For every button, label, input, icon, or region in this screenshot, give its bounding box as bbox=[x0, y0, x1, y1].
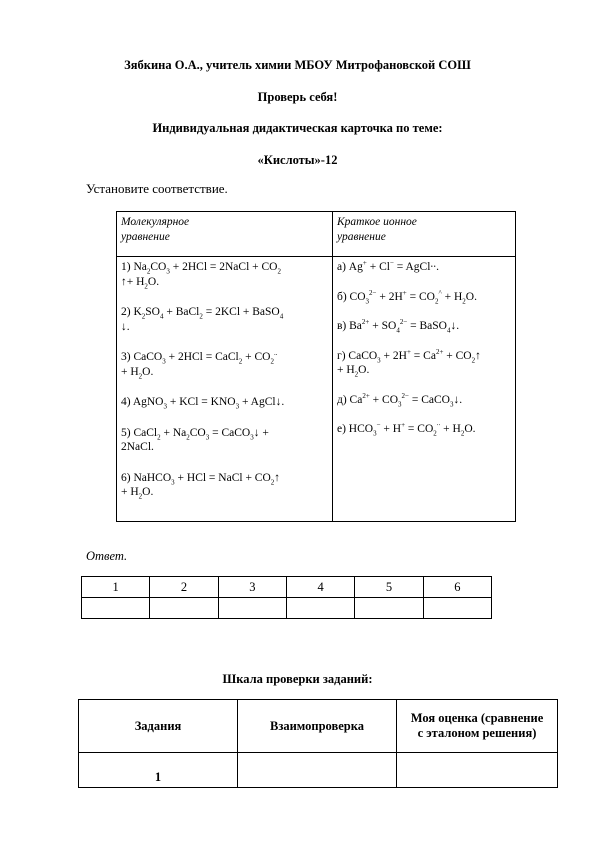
molecular-equation-1: 1) $Na_2CO_3 + 2HCl$ = 2NaCl + $CO_2$ ↑+ $H_2O$. bbox=[121, 261, 281, 290]
ionic-equation-b: б) $CO_3^{2-} + 2H^+ = CO_2^{\^{}} + H_2O$. bbox=[337, 288, 477, 305]
molecular-equation-4: 4) AgNO$_3$ + KCl = $KNO_3$ + AgCl↓. bbox=[121, 396, 285, 411]
molecular-equation-2: 2) $K_2SO_4$ + BaCl$_2$ = 2KCl + BaSO$_4$ ↓. bbox=[121, 306, 284, 333]
answer-number: 2 bbox=[150, 577, 218, 598]
molecular-header-line1: Молекулярное bbox=[121, 216, 190, 228]
answer-cell[interactable] bbox=[423, 598, 491, 619]
ionic-header bbox=[333, 212, 516, 257]
scale-peer-check-header: Взаимопроверка bbox=[238, 700, 397, 753]
ionic-equation-d: д) $Ca^{2+} + CO_3^{2-}$ = CaCO$_3$↓. bbox=[337, 391, 463, 408]
scale-self-assessment-cell[interactable] bbox=[397, 753, 558, 788]
answer-cell[interactable] bbox=[150, 598, 218, 619]
ionic-equation-v: в) $Ba^{2+} + SO_4^{2-}$ = BaSO$_4$↓. bbox=[337, 318, 460, 335]
scale-peer-check-cell[interactable] bbox=[238, 753, 397, 788]
check-yourself-title: Проверь себя! bbox=[257, 90, 338, 104]
ionic-header-line1: Краткое ионное bbox=[337, 216, 417, 228]
molecular-header-line2: уравнение bbox=[121, 230, 170, 243]
task-instruction: Установите соответствие. bbox=[86, 181, 228, 196]
molecular-equation-6: 6) NaHCO$_3$ + HCl = NaCl + $CO_2↑$ + $H_2O$. bbox=[121, 471, 281, 501]
ionic-equations bbox=[333, 257, 516, 522]
answer-number: 3 bbox=[218, 577, 286, 598]
answer-number: 1 bbox=[82, 577, 150, 598]
answer-cell[interactable] bbox=[82, 598, 150, 619]
ionic-equation-g: г) CaCO$_3$ + $2H^+ = Ca^{2+}$ + $CO_2↑$ + $H_2O$. bbox=[337, 347, 481, 379]
scale-self-assessment-line2: с эталоном решения) bbox=[417, 726, 537, 740]
ionic-header-line2: уравнение bbox=[337, 230, 386, 243]
author-line: Зябкина О.А., учитель химии МБОУ Митрофановской СОШ bbox=[124, 58, 471, 72]
answer-number: 6 bbox=[423, 577, 491, 598]
molecular-equation-3: 3) CaCO$_3$ + 2HCl = CaCl$_2$ + $CO_2^{..}$ + $H_2O$. bbox=[121, 349, 278, 380]
scale-self-assessment-header bbox=[397, 700, 558, 753]
ionic-equation-e: е) $HCO_3^- + H^+ = CO_2^{\cdot\cdot} + H_2O$. bbox=[337, 421, 476, 438]
answer-number: 4 bbox=[286, 577, 354, 598]
answer-cell[interactable] bbox=[286, 598, 354, 619]
molecular-equations bbox=[117, 257, 333, 522]
molecular-header bbox=[117, 212, 333, 257]
answer-table bbox=[81, 576, 492, 619]
card-title: Индивидуальная дидактическая карточка по теме: bbox=[152, 121, 443, 135]
answer-label: Ответ. bbox=[86, 549, 128, 563]
scale-task-number: 1 bbox=[79, 753, 238, 788]
answer-blank-row bbox=[82, 598, 492, 619]
scale-table bbox=[78, 699, 558, 788]
topic-title: «Кислоты»-12 bbox=[257, 153, 338, 167]
answer-cell[interactable] bbox=[218, 598, 286, 619]
molecular-equation-5: 5) CaCl$_2$ + $Na_2CO_3$ = CaCO$_3$↓ + 2NaCl. bbox=[121, 426, 269, 453]
ionic-equation-a: а) Ag+ + Cl− = AgCl∙∙. bbox=[337, 259, 440, 273]
scale-self-assessment-line1: Моя оценка (сравнение bbox=[410, 711, 544, 725]
answer-number: 5 bbox=[355, 577, 423, 598]
matching-table bbox=[116, 211, 516, 522]
scale-tasks-header: Задания bbox=[79, 700, 238, 753]
answer-numbers-row bbox=[82, 577, 492, 598]
answer-cell[interactable] bbox=[355, 598, 423, 619]
scale-title: Шкала проверки заданий: bbox=[222, 672, 373, 686]
